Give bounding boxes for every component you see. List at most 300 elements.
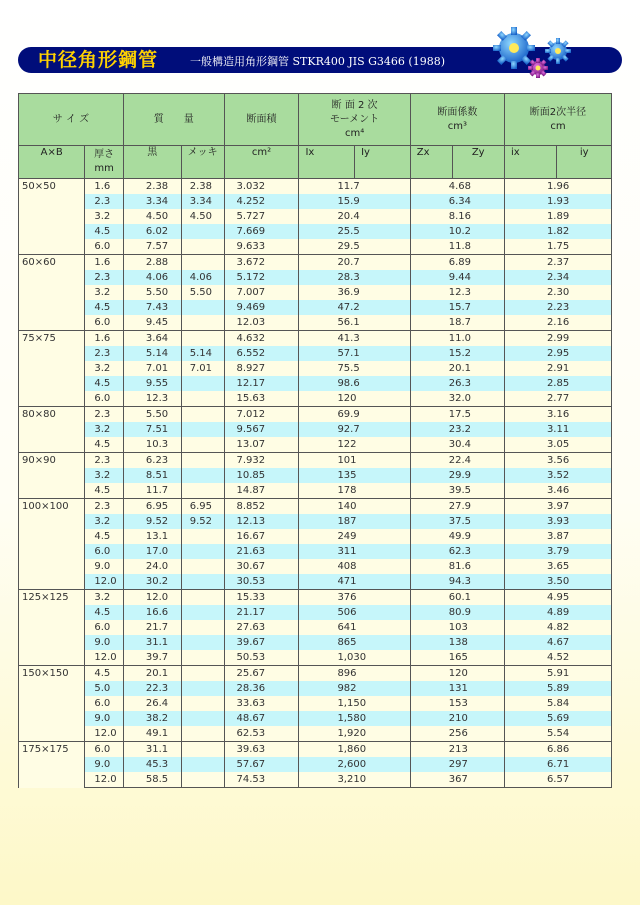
- thickness-cell: 4.5: [85, 666, 124, 682]
- weight-galvanized-cell: [181, 483, 224, 499]
- table-row: [19, 757, 612, 772]
- table-body: [19, 179, 612, 788]
- weight-black-cell: 11.7: [123, 483, 181, 499]
- thickness-cell: 9.0: [85, 757, 124, 772]
- weight-black-cell: 16.6: [123, 605, 181, 620]
- moment-cell: 25.5: [299, 224, 410, 239]
- header-size: サ イ ズ: [19, 94, 124, 146]
- modulus-cell: 30.4: [410, 437, 504, 453]
- moment-cell: 408: [299, 559, 410, 574]
- radius-cell: 4.67: [504, 635, 611, 650]
- weight-black-cell: 7.01: [123, 361, 181, 376]
- thickness-cell: 2.3: [85, 194, 124, 209]
- modulus-cell: 39.5: [410, 483, 504, 499]
- modulus-cell: 20.1: [410, 361, 504, 376]
- moment-cell: 1,860: [299, 742, 410, 758]
- thickness-cell: 2.3: [85, 270, 124, 285]
- thickness-cell: 6.0: [85, 315, 124, 331]
- area-cell: 5.727: [224, 209, 299, 224]
- weight-black-cell: 12.3: [123, 391, 181, 407]
- table-row: [19, 270, 612, 285]
- radius-cell: 1.93: [504, 194, 611, 209]
- area-cell: 50.53: [224, 650, 299, 666]
- weight-black-cell: 45.3: [123, 757, 181, 772]
- radius-cell: 3.50: [504, 574, 611, 590]
- modulus-cell: 22.4: [410, 453, 504, 469]
- thickness-cell: 3.2: [85, 209, 124, 224]
- thickness-cell: 6.0: [85, 544, 124, 559]
- table-row: [19, 590, 612, 606]
- size-cell: 90×90: [19, 453, 85, 499]
- weight-black-cell: 6.23: [123, 453, 181, 469]
- header-iy: Iy: [355, 146, 411, 179]
- moment-cell: 471: [299, 574, 410, 590]
- modulus-cell: 60.1: [410, 590, 504, 606]
- weight-galvanized-cell: [181, 224, 224, 239]
- table-row: [19, 650, 612, 666]
- moment-cell: 2,600: [299, 757, 410, 772]
- radius-cell: 4.82: [504, 620, 611, 635]
- table-row: [19, 361, 612, 376]
- modulus-cell: 4.68: [410, 179, 504, 195]
- header-rix: ix: [504, 146, 556, 179]
- radius-cell: 3.52: [504, 468, 611, 483]
- header-moment-line1: 断 面 2 次: [331, 99, 378, 111]
- thickness-cell: 5.0: [85, 681, 124, 696]
- radius-cell: 1.75: [504, 239, 611, 255]
- radius-cell: 2.16: [504, 315, 611, 331]
- table-row: [19, 300, 612, 315]
- moment-cell: 249: [299, 529, 410, 544]
- weight-galvanized-cell: [181, 453, 224, 469]
- moment-cell: 896: [299, 666, 410, 682]
- moment-cell: 135: [299, 468, 410, 483]
- area-cell: 14.87: [224, 483, 299, 499]
- table-row: [19, 620, 612, 635]
- radius-cell: 1.96: [504, 179, 611, 195]
- moment-cell: 28.3: [299, 270, 410, 285]
- modulus-cell: 11.8: [410, 239, 504, 255]
- weight-black-cell: 20.1: [123, 666, 181, 682]
- table-row: [19, 224, 612, 239]
- thickness-cell: 4.5: [85, 300, 124, 315]
- weight-black-cell: 9.52: [123, 514, 181, 529]
- radius-cell: 2.91: [504, 361, 611, 376]
- thickness-cell: 2.3: [85, 499, 124, 515]
- moment-cell: 47.2: [299, 300, 410, 315]
- thickness-cell: 12.0: [85, 574, 124, 590]
- table-row: [19, 391, 612, 407]
- radius-cell: 3.79: [504, 544, 611, 559]
- moment-cell: 120: [299, 391, 410, 407]
- area-cell: 12.17: [224, 376, 299, 391]
- modulus-cell: 297: [410, 757, 504, 772]
- steel-pipe-spec-table: [18, 93, 612, 788]
- area-cell: 8.927: [224, 361, 299, 376]
- radius-cell: 5.91: [504, 666, 611, 682]
- table-row: [19, 437, 612, 453]
- weight-galvanized-cell: [181, 772, 224, 788]
- weight-black-cell: 4.50: [123, 209, 181, 224]
- modulus-cell: 94.3: [410, 574, 504, 590]
- area-cell: 7.932: [224, 453, 299, 469]
- modulus-cell: 37.5: [410, 514, 504, 529]
- moment-cell: 101: [299, 453, 410, 469]
- modulus-cell: 15.2: [410, 346, 504, 361]
- radius-cell: 3.65: [504, 559, 611, 574]
- thickness-cell: 6.0: [85, 620, 124, 635]
- radius-cell: 4.52: [504, 650, 611, 666]
- thickness-cell: 1.6: [85, 179, 124, 195]
- weight-black-cell: 6.95: [123, 499, 181, 515]
- area-cell: 74.53: [224, 772, 299, 788]
- moment-cell: 15.9: [299, 194, 410, 209]
- moment-cell: 641: [299, 620, 410, 635]
- modulus-cell: 27.9: [410, 499, 504, 515]
- weight-galvanized-cell: [181, 376, 224, 391]
- radius-cell: 2.23: [504, 300, 611, 315]
- weight-black-cell: 49.1: [123, 726, 181, 742]
- modulus-cell: 103: [410, 620, 504, 635]
- weight-black-cell: 7.51: [123, 422, 181, 437]
- radius-cell: 6.57: [504, 772, 611, 788]
- radius-cell: 2.95: [504, 346, 611, 361]
- table-row: [19, 696, 612, 711]
- area-cell: 25.67: [224, 666, 299, 682]
- radius-cell: 5.89: [504, 681, 611, 696]
- weight-galvanized-cell: [181, 742, 224, 758]
- weight-black-cell: 5.50: [123, 407, 181, 423]
- weight-galvanized-cell: [181, 574, 224, 590]
- weight-galvanized-cell: 7.01: [181, 361, 224, 376]
- size-cell: 150×150: [19, 666, 85, 742]
- table-row: [19, 179, 612, 195]
- thickness-cell: 9.0: [85, 635, 124, 650]
- header-modulus-line1: 断面係数: [437, 106, 478, 118]
- weight-galvanized-cell: [181, 422, 224, 437]
- radius-cell: 5.54: [504, 726, 611, 742]
- moment-cell: 865: [299, 635, 410, 650]
- weight-black-cell: 39.7: [123, 650, 181, 666]
- weight-black-cell: 58.5: [123, 772, 181, 788]
- area-cell: 28.36: [224, 681, 299, 696]
- thickness-cell: 3.2: [85, 285, 124, 300]
- weight-black-cell: 10.3: [123, 437, 181, 453]
- table-row: [19, 635, 612, 650]
- radius-cell: 3.56: [504, 453, 611, 469]
- moment-cell: 311: [299, 544, 410, 559]
- weight-galvanized-cell: [181, 315, 224, 331]
- modulus-cell: 6.89: [410, 255, 504, 271]
- moment-cell: 506: [299, 605, 410, 620]
- weight-black-cell: 9.45: [123, 315, 181, 331]
- weight-galvanized-cell: [181, 468, 224, 483]
- area-cell: 4.252: [224, 194, 299, 209]
- weight-galvanized-cell: [181, 300, 224, 315]
- radius-cell: 3.87: [504, 529, 611, 544]
- weight-black-cell: 2.88: [123, 255, 181, 271]
- weight-black-cell: 4.06: [123, 270, 181, 285]
- radius-cell: 2.30: [504, 285, 611, 300]
- area-cell: 39.63: [224, 742, 299, 758]
- header-moment-unit: cm⁴: [344, 127, 365, 139]
- area-cell: 39.67: [224, 635, 299, 650]
- radius-cell: 1.82: [504, 224, 611, 239]
- weight-black-cell: 17.0: [123, 544, 181, 559]
- weight-galvanized-cell: [181, 620, 224, 635]
- weight-galvanized-cell: 2.38: [181, 179, 224, 195]
- radius-cell: 2.77: [504, 391, 611, 407]
- table-row: [19, 514, 612, 529]
- radius-cell: 2.34: [504, 270, 611, 285]
- radius-cell: 3.97: [504, 499, 611, 515]
- modulus-cell: 62.3: [410, 544, 504, 559]
- area-cell: 21.17: [224, 605, 299, 620]
- weight-galvanized-cell: [181, 681, 224, 696]
- radius-cell: 6.71: [504, 757, 611, 772]
- area-cell: 15.63: [224, 391, 299, 407]
- thickness-cell: 3.2: [85, 514, 124, 529]
- weight-galvanized-cell: [181, 407, 224, 423]
- header-moment: [299, 94, 410, 146]
- weight-black-cell: 21.7: [123, 620, 181, 635]
- modulus-cell: 138: [410, 635, 504, 650]
- thickness-cell: 3.2: [85, 422, 124, 437]
- radius-cell: 1.89: [504, 209, 611, 224]
- weight-galvanized-cell: 6.95: [181, 499, 224, 515]
- thickness-cell: 6.0: [85, 742, 124, 758]
- thickness-cell: 3.2: [85, 590, 124, 606]
- thickness-cell: 12.0: [85, 726, 124, 742]
- table-row: [19, 772, 612, 788]
- thickness-cell: 4.5: [85, 376, 124, 391]
- table-row: [19, 742, 612, 758]
- moment-cell: 69.9: [299, 407, 410, 423]
- thickness-cell: 2.3: [85, 407, 124, 423]
- area-cell: 3.032: [224, 179, 299, 195]
- table-row: [19, 711, 612, 726]
- moment-cell: 57.1: [299, 346, 410, 361]
- modulus-cell: 80.9: [410, 605, 504, 620]
- header-weight: 質 量: [123, 94, 224, 146]
- weight-black-cell: 12.0: [123, 590, 181, 606]
- table-row: [19, 407, 612, 423]
- radius-cell: 2.85: [504, 376, 611, 391]
- moment-cell: 982: [299, 681, 410, 696]
- moment-cell: 178: [299, 483, 410, 499]
- area-cell: 62.53: [224, 726, 299, 742]
- weight-black-cell: 38.2: [123, 711, 181, 726]
- size-cell: 75×75: [19, 331, 85, 407]
- modulus-cell: 256: [410, 726, 504, 742]
- modulus-cell: 120: [410, 666, 504, 682]
- area-cell: 30.53: [224, 574, 299, 590]
- header-area: 断面積: [224, 94, 299, 146]
- size-cell: 100×100: [19, 499, 85, 590]
- weight-galvanized-cell: [181, 331, 224, 347]
- area-cell: 15.33: [224, 590, 299, 606]
- modulus-cell: 26.3: [410, 376, 504, 391]
- table-row: [19, 376, 612, 391]
- moment-cell: 1,580: [299, 711, 410, 726]
- size-cell: 80×80: [19, 407, 85, 453]
- area-cell: 9.567: [224, 422, 299, 437]
- modulus-cell: 49.9: [410, 529, 504, 544]
- weight-galvanized-cell: [181, 757, 224, 772]
- table-row: [19, 209, 612, 224]
- area-cell: 30.67: [224, 559, 299, 574]
- weight-black-cell: 24.0: [123, 559, 181, 574]
- area-cell: 21.63: [224, 544, 299, 559]
- weight-galvanized-cell: [181, 696, 224, 711]
- moment-cell: 11.7: [299, 179, 410, 195]
- table-row: [19, 346, 612, 361]
- modulus-cell: 10.2: [410, 224, 504, 239]
- header-black: 黒: [123, 146, 181, 179]
- weight-black-cell: 9.55: [123, 376, 181, 391]
- weight-galvanized-cell: [181, 559, 224, 574]
- header-radius-line1: 断面2次半径: [529, 106, 587, 118]
- weight-black-cell: 3.64: [123, 331, 181, 347]
- header-modulus: [410, 94, 504, 146]
- weight-galvanized-cell: [181, 650, 224, 666]
- modulus-cell: 131: [410, 681, 504, 696]
- moment-cell: 41.3: [299, 331, 410, 347]
- modulus-cell: 11.0: [410, 331, 504, 347]
- table-row: [19, 453, 612, 469]
- area-cell: 6.552: [224, 346, 299, 361]
- radius-cell: 2.99: [504, 331, 611, 347]
- size-cell: 125×125: [19, 590, 85, 666]
- area-cell: 16.67: [224, 529, 299, 544]
- weight-galvanized-cell: [181, 590, 224, 606]
- moment-cell: 20.7: [299, 255, 410, 271]
- weight-black-cell: 30.2: [123, 574, 181, 590]
- area-cell: 57.67: [224, 757, 299, 772]
- header-ix: Ix: [299, 146, 355, 179]
- weight-galvanized-cell: [181, 635, 224, 650]
- table-row: [19, 605, 612, 620]
- moment-cell: 140: [299, 499, 410, 515]
- radius-cell: 6.86: [504, 742, 611, 758]
- area-cell: 7.007: [224, 285, 299, 300]
- area-cell: 3.672: [224, 255, 299, 271]
- modulus-cell: 15.7: [410, 300, 504, 315]
- header-riy: iy: [557, 146, 612, 179]
- moment-cell: 36.9: [299, 285, 410, 300]
- weight-black-cell: 3.34: [123, 194, 181, 209]
- weight-black-cell: 6.02: [123, 224, 181, 239]
- header-modulus-unit: cm³: [447, 120, 467, 132]
- moment-cell: 1,030: [299, 650, 410, 666]
- header-axb: A×B: [19, 146, 85, 179]
- thickness-cell: 9.0: [85, 559, 124, 574]
- weight-galvanized-cell: [181, 544, 224, 559]
- header-zx: Zx: [410, 146, 452, 179]
- table-row: [19, 559, 612, 574]
- thickness-cell: 6.0: [85, 696, 124, 711]
- thickness-cell: 4.5: [85, 437, 124, 453]
- weight-galvanized-cell: 5.14: [181, 346, 224, 361]
- thickness-cell: 3.2: [85, 361, 124, 376]
- radius-cell: 4.95: [504, 590, 611, 606]
- size-cell: 60×60: [19, 255, 85, 331]
- header-row-1: [19, 94, 612, 146]
- moment-cell: 56.1: [299, 315, 410, 331]
- moment-cell: 1,150: [299, 696, 410, 711]
- weight-black-cell: 13.1: [123, 529, 181, 544]
- weight-black-cell: 8.51: [123, 468, 181, 483]
- table-row: [19, 681, 612, 696]
- weight-black-cell: 7.43: [123, 300, 181, 315]
- header-galvanized: メッキ: [181, 146, 224, 179]
- table-row: [19, 468, 612, 483]
- weight-galvanized-cell: 4.06: [181, 270, 224, 285]
- moment-cell: 20.4: [299, 209, 410, 224]
- area-cell: 5.172: [224, 270, 299, 285]
- thickness-cell: 2.3: [85, 453, 124, 469]
- radius-cell: 3.46: [504, 483, 611, 499]
- header-radius-unit: cm: [550, 120, 566, 132]
- weight-black-cell: 7.57: [123, 239, 181, 255]
- weight-black-cell: 31.1: [123, 635, 181, 650]
- thickness-cell: 4.5: [85, 605, 124, 620]
- table-row: [19, 726, 612, 742]
- thickness-cell: 12.0: [85, 650, 124, 666]
- area-cell: 9.633: [224, 239, 299, 255]
- moment-cell: 376: [299, 590, 410, 606]
- modulus-cell: 81.6: [410, 559, 504, 574]
- radius-cell: 3.93: [504, 514, 611, 529]
- thickness-cell: 1.6: [85, 255, 124, 271]
- thickness-cell: 4.5: [85, 529, 124, 544]
- modulus-cell: 210: [410, 711, 504, 726]
- weight-black-cell: 26.4: [123, 696, 181, 711]
- header-area-unit: cm²: [224, 146, 299, 179]
- table-row: [19, 483, 612, 499]
- table-row: [19, 574, 612, 590]
- header-row-2: [19, 146, 612, 179]
- radius-cell: 4.89: [504, 605, 611, 620]
- weight-galvanized-cell: [181, 726, 224, 742]
- weight-galvanized-cell: [181, 437, 224, 453]
- area-cell: 13.07: [224, 437, 299, 453]
- header-thickness: [85, 146, 124, 179]
- table-row: [19, 194, 612, 209]
- weight-black-cell: 5.14: [123, 346, 181, 361]
- thickness-cell: 4.5: [85, 483, 124, 499]
- moment-cell: 29.5: [299, 239, 410, 255]
- weight-galvanized-cell: 5.50: [181, 285, 224, 300]
- table-row: [19, 239, 612, 255]
- weight-black-cell: 2.38: [123, 179, 181, 195]
- header-radius: [504, 94, 611, 146]
- modulus-cell: 32.0: [410, 391, 504, 407]
- weight-galvanized-cell: [181, 239, 224, 255]
- radius-cell: 2.37: [504, 255, 611, 271]
- area-cell: 27.63: [224, 620, 299, 635]
- thickness-cell: 6.0: [85, 391, 124, 407]
- modulus-cell: 153: [410, 696, 504, 711]
- size-cell: 175×175: [19, 742, 85, 788]
- radius-cell: 3.16: [504, 407, 611, 423]
- modulus-cell: 165: [410, 650, 504, 666]
- weight-black-cell: 22.3: [123, 681, 181, 696]
- thickness-cell: 4.5: [85, 224, 124, 239]
- weight-galvanized-cell: [181, 605, 224, 620]
- radius-cell: 3.11: [504, 422, 611, 437]
- thickness-cell: 9.0: [85, 711, 124, 726]
